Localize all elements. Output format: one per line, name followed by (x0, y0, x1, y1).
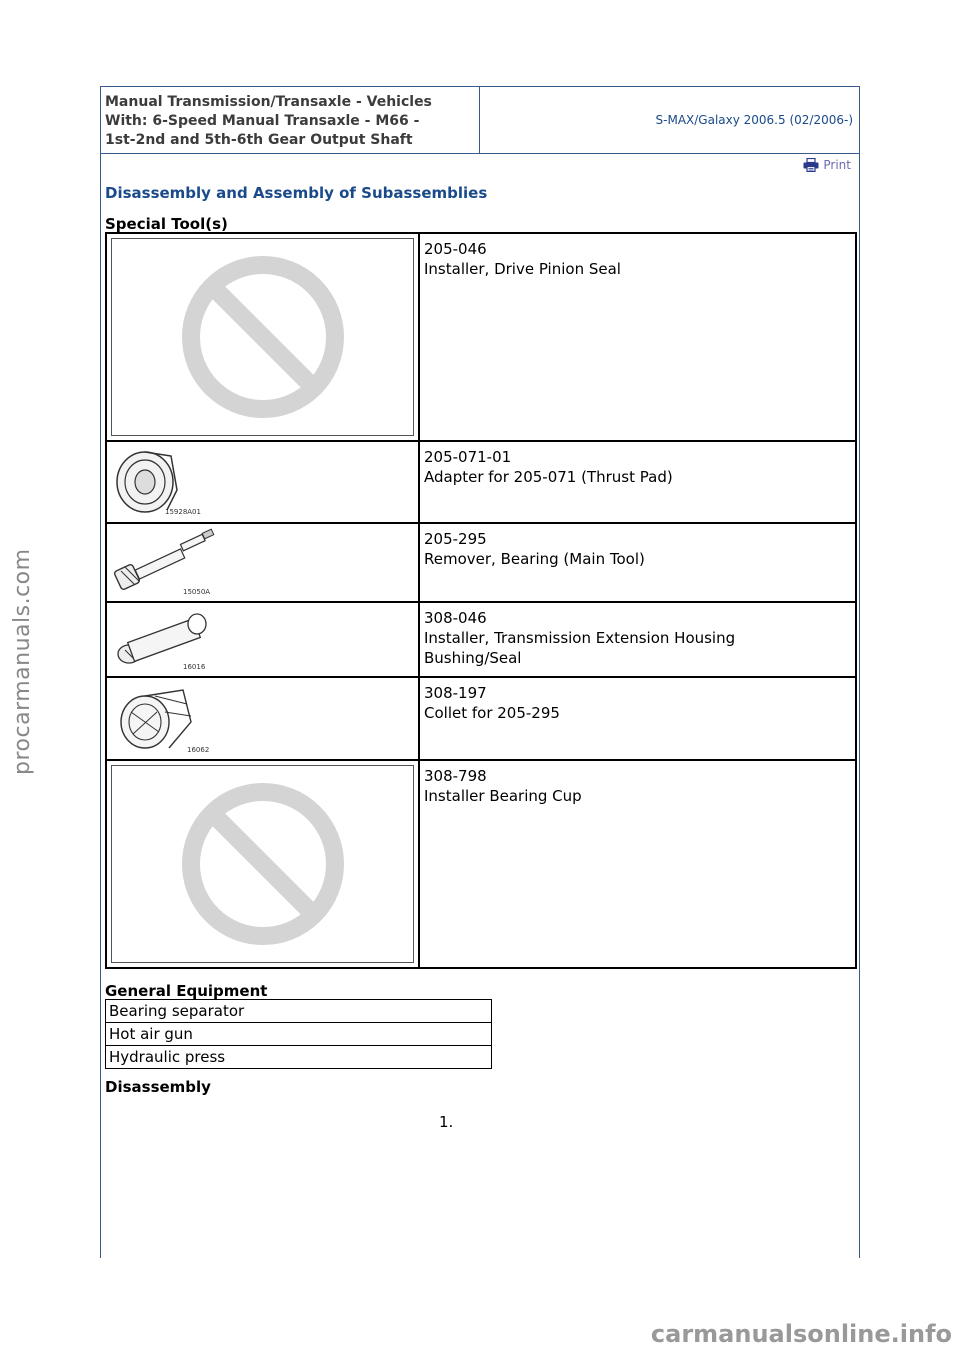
general-equipment-table (105, 999, 492, 1069)
tool-image-cell (106, 677, 419, 760)
document-frame (100, 86, 860, 1258)
no-image-placeholder (111, 765, 414, 963)
image-caption: 15928A01 (165, 508, 201, 516)
tool-row (106, 523, 856, 602)
tool-text-cell (419, 523, 856, 602)
installer-image (107, 603, 418, 674)
document-title (105, 93, 477, 150)
adapter-icon (111, 446, 191, 516)
section-title: Disassembly and Assembly of Subassemblies (105, 184, 488, 202)
image-caption: 16062 (187, 746, 210, 754)
side-watermark: procarmanuals.com (10, 548, 35, 775)
no-image-icon (173, 774, 353, 954)
special-tools-table (105, 232, 857, 969)
tool-name-continued: Bushing/Seal (424, 649, 522, 667)
tool-image-cell (106, 233, 419, 441)
no-image-icon (173, 247, 353, 427)
equipment-item: Hot air gun (106, 1023, 492, 1046)
tool-number: 205-046 (424, 240, 487, 258)
remover-icon (111, 527, 221, 597)
tool-text-cell (419, 677, 856, 760)
table-row (106, 1023, 492, 1046)
table-row (106, 1046, 492, 1069)
tool-name: Collet for 205-295 (424, 704, 560, 722)
vehicle-label: S-MAX/Galaxy 2006.5 (02/2006-) (655, 113, 853, 127)
tool-row (106, 441, 856, 523)
tool-row (106, 602, 856, 677)
printer-icon (803, 158, 819, 172)
collet-icon (111, 682, 211, 754)
tool-row (106, 760, 856, 968)
tool-number: 205-071-01 (424, 448, 512, 466)
tool-row (106, 233, 856, 441)
image-caption: 16016 (183, 663, 206, 671)
equipment-item: Hydraulic press (106, 1046, 492, 1069)
equipment-item: Bearing separator (106, 1000, 492, 1023)
installer-icon (111, 606, 221, 672)
tool-number: 308-798 (424, 767, 487, 785)
tool-number: 205-295 (424, 530, 487, 548)
tool-name: Adapter for 205-071 (Thrust Pad) (424, 468, 673, 486)
document-header (101, 87, 859, 154)
tool-row (106, 677, 856, 760)
bottom-watermark: carmanualsonline.info (650, 1320, 952, 1348)
title-line-2: With: 6-Speed Manual Transaxle - M66 - (105, 113, 420, 129)
image-caption: 15050A (183, 588, 211, 596)
tool-image-cell (106, 523, 419, 602)
step-number: 1. (439, 1113, 454, 1131)
tool-name: Installer, Drive Pinion Seal (424, 260, 621, 278)
general-equipment-heading: General Equipment (105, 982, 268, 1000)
title-line-1: Manual Transmission/Transaxle - Vehicles (105, 94, 432, 110)
tool-image-cell (106, 441, 419, 523)
tool-number: 308-197 (424, 684, 487, 702)
disassembly-heading: Disassembly (105, 1078, 211, 1096)
print-button[interactable] (803, 158, 851, 172)
print-label: Print (823, 158, 851, 172)
collet-image (107, 678, 418, 757)
tool-text-cell (419, 441, 856, 523)
tool-image-cell (106, 760, 419, 968)
table-row (106, 1000, 492, 1023)
tool-number: 308-046 (424, 609, 487, 627)
adapter-image (107, 442, 418, 520)
special-tools-heading: Special Tool(s) (105, 215, 228, 233)
tool-name: Installer Bearing Cup (424, 787, 582, 805)
tool-name: Installer, Transmission Extension Housing (424, 629, 736, 647)
tool-text-cell (419, 602, 856, 677)
title-line-3: 1st-2nd and 5th-6th Gear Output Shaft (105, 132, 413, 148)
tool-image-cell (106, 602, 419, 677)
remover-image (107, 524, 418, 599)
tool-text-cell (419, 233, 856, 441)
no-image-placeholder (111, 238, 414, 436)
tool-name: Remover, Bearing (Main Tool) (424, 550, 645, 568)
tool-text-cell (419, 760, 856, 968)
header-divider (479, 87, 480, 153)
